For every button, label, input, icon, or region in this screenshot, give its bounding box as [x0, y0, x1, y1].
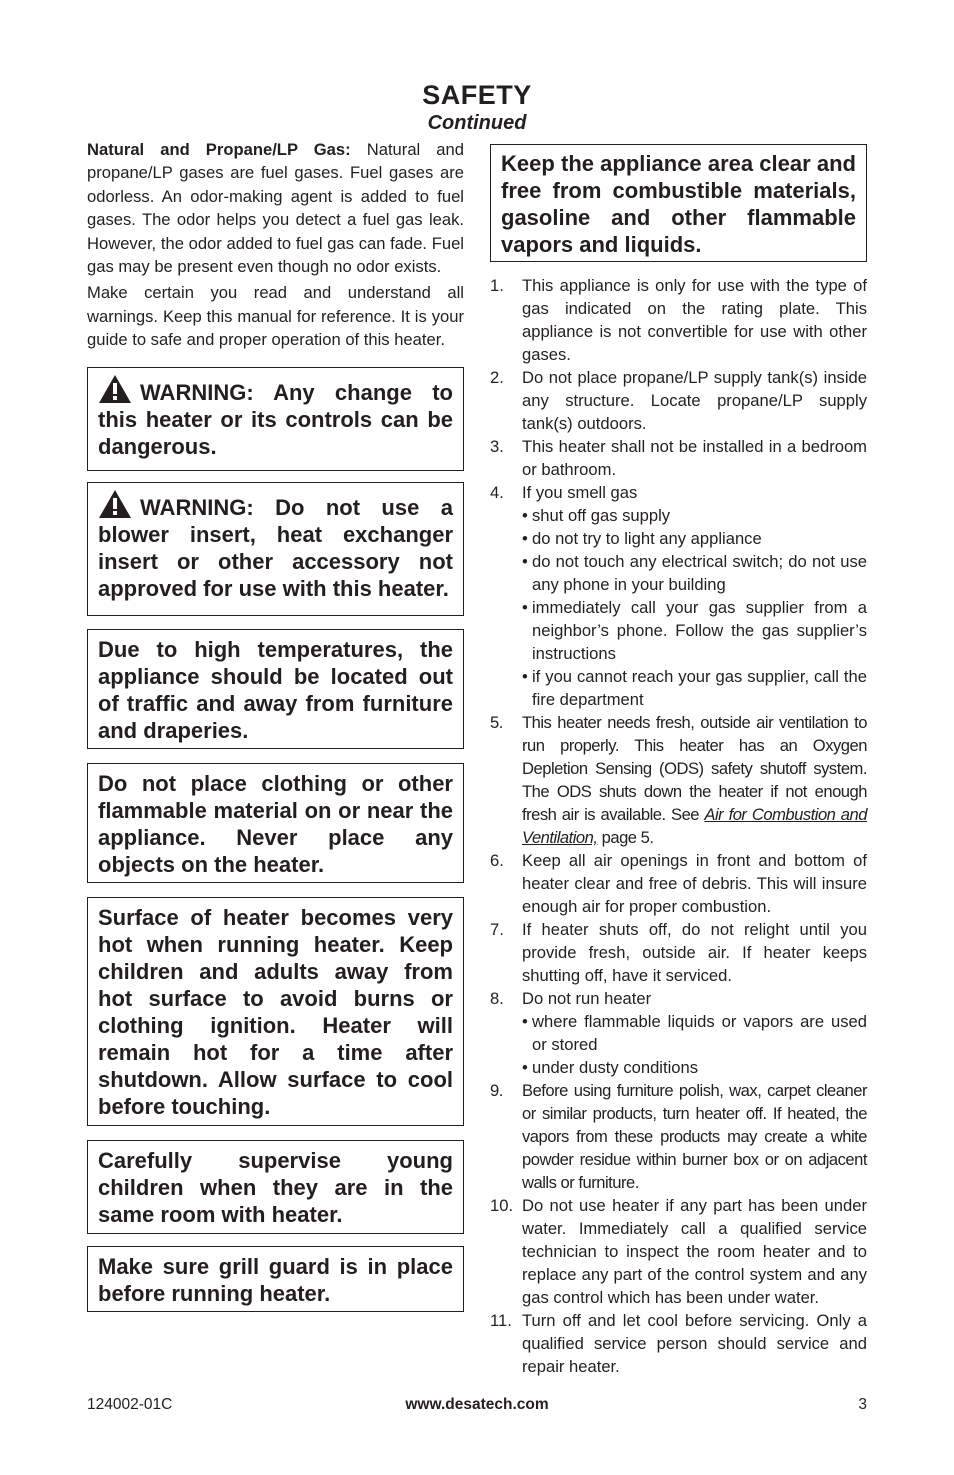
- list-item: 9. Before using furniture polish, wax, carpet cleaner or similar products, turn heater off. If heated, the vapors from these products may create a white powder residue within burner box or on adjacent walls or furniture.: [490, 1081, 867, 1192]
- caution-box-right-text: Keep the appliance area clear and free from combustible materials, gasoline and other flammable vapors and liquids.: [501, 151, 856, 257]
- caution-box-2: [87, 763, 464, 883]
- warning-box-2-text: WARNING: Do not use a blower insert, heat exchanger insert or other accessory not approved for use with this heater.: [98, 494, 453, 601]
- caution-box-4-text: Carefully supervise young children when they are in the same room with heater.: [98, 1147, 453, 1227]
- warning-box-2: [87, 482, 464, 616]
- caution-box-right: [490, 144, 867, 262]
- page-number: 3: [858, 1396, 867, 1413]
- ventilation-link[interactable]: Air for Combustion and Ventilation,: [522, 805, 867, 847]
- intro-lead: Natural and Propane/LP Gas:: [87, 140, 351, 159]
- list-item: 8. Do not run heater • where flammable liquids or vapors are used or stored • under dusty conditions: [490, 989, 867, 1077]
- caution-box-1-text: Due to high temperatures, the appliance should be located out of traffic and away from furniture and draperies.: [98, 636, 453, 743]
- intro-paragraph-2: Make certain you read and understand all warnings. Keep this manual for reference. It is your guide to safe and proper operation of this heater.: [87, 283, 464, 350]
- list-item: 2. Do not place propane/LP supply tank(s) inside any structure. Locate propane/LP supply tank(s) outdoors.: [490, 368, 867, 433]
- caution-box-4: [87, 1140, 464, 1234]
- caution-box-3: [87, 897, 464, 1126]
- page-title: SAFETY: [422, 80, 532, 110]
- intro-paragraph-1: [87, 138, 464, 278]
- caution-box-3-text: Surface of heater becomes very hot when running heater. Keep children and adults away from hot surface to avoid burns or clothing ignition. Heater will remain hot for a time after shutdown. Allow surface to cool before touching.: [98, 904, 453, 1119]
- caution-box-5: [87, 1246, 464, 1312]
- warning-box-1-text: WARNING: Any change to this heater or its controls can be dangerous.: [98, 379, 453, 459]
- warning-box-1: [87, 367, 464, 471]
- warning-triangle-icon: [98, 489, 132, 519]
- list-bullet: • do not try to light any appliance: [522, 529, 762, 548]
- list-bullet: • where flammable liquids or vapors are used or stored: [522, 1012, 867, 1054]
- intro-text: Natural and propane/LP gases are fuel gases. Fuel gases are odorless. An odor-making agent is added to fuel gases. The odor helps you detect a fuel gas leak. However, the odor added to fuel gas can fade. Fuel gas may be present even though no odor exists.: [87, 140, 464, 277]
- caution-box-5-text: Make sure grill guard is in place before running heater.: [98, 1253, 453, 1306]
- page-subtitle: Continued: [427, 112, 527, 134]
- safety-list: [490, 274, 867, 1378]
- website-link[interactable]: www.desatech.com: [405, 1396, 549, 1413]
- list-item: 11. Turn off and let cool before servicing. Only a qualified service person should service and repair heater.: [490, 1311, 867, 1376]
- list-item: 3. This heater shall not be installed in a bedroom or bathroom.: [490, 437, 867, 479]
- list-item: 10. Do not use heater if any part has been under water. Immediately call a qualified service technician to inspect the room heater and to replace any part of the control system and any gas control which has been under water.: [490, 1196, 867, 1307]
- warning-triangle-icon: [98, 374, 132, 404]
- left-column: [87, 138, 464, 1312]
- list-bullet: • under dusty conditions: [522, 1058, 699, 1077]
- caution-box-1: [87, 629, 464, 749]
- right-column: [490, 144, 867, 1378]
- caution-box-2-text: Do not place clothing or other flammable material on or near the appliance. Never place any objects on the heater.: [98, 770, 453, 877]
- list-item: 6. Keep all air openings in front and bottom of heater clear and free of debris. This will insure enough air for proper combustion.: [490, 851, 867, 916]
- list-bullet: • shut off gas supply: [522, 506, 671, 525]
- list-item: 7. If heater shuts off, do not relight until you provide fresh, outside air. If heater keeps shutting off, have it serviced.: [490, 920, 867, 985]
- list-bullet: • do not touch any electrical switch; do not use any phone in your building: [522, 552, 867, 594]
- list-item: 5. This heater needs fresh, outside air ventilation to run properly. This heater has an Oxygen Depletion Sensing (ODS) safety shutoff system. The ODS shuts down the heater if not enough fresh air is available. See Air for Combustion and Ventilation, page 5.: [490, 713, 867, 847]
- list-item: 4. If you smell gas • shut off gas supply • do not try to light any appliance • do not touch any electrical switch; do not use any phone in your building • immediately call your gas supplier from a neighbor’s phone. Follow the gas supplier’s instructions • if you cannot reach your gas supplier, call the fire department: [490, 483, 867, 709]
- list-bullet: • if you cannot reach your gas supplier, call the fire department: [522, 667, 867, 709]
- list-bullet: • immediately call your gas supplier from a neighbor’s phone. Follow the gas supplier’s instructions: [522, 598, 867, 663]
- list-item: 1. This appliance is only for use with the type of gas indicated on the rating plate. This appliance is not convertible for use with other gases.: [490, 276, 867, 364]
- document-number: 124002-01C: [87, 1396, 173, 1413]
